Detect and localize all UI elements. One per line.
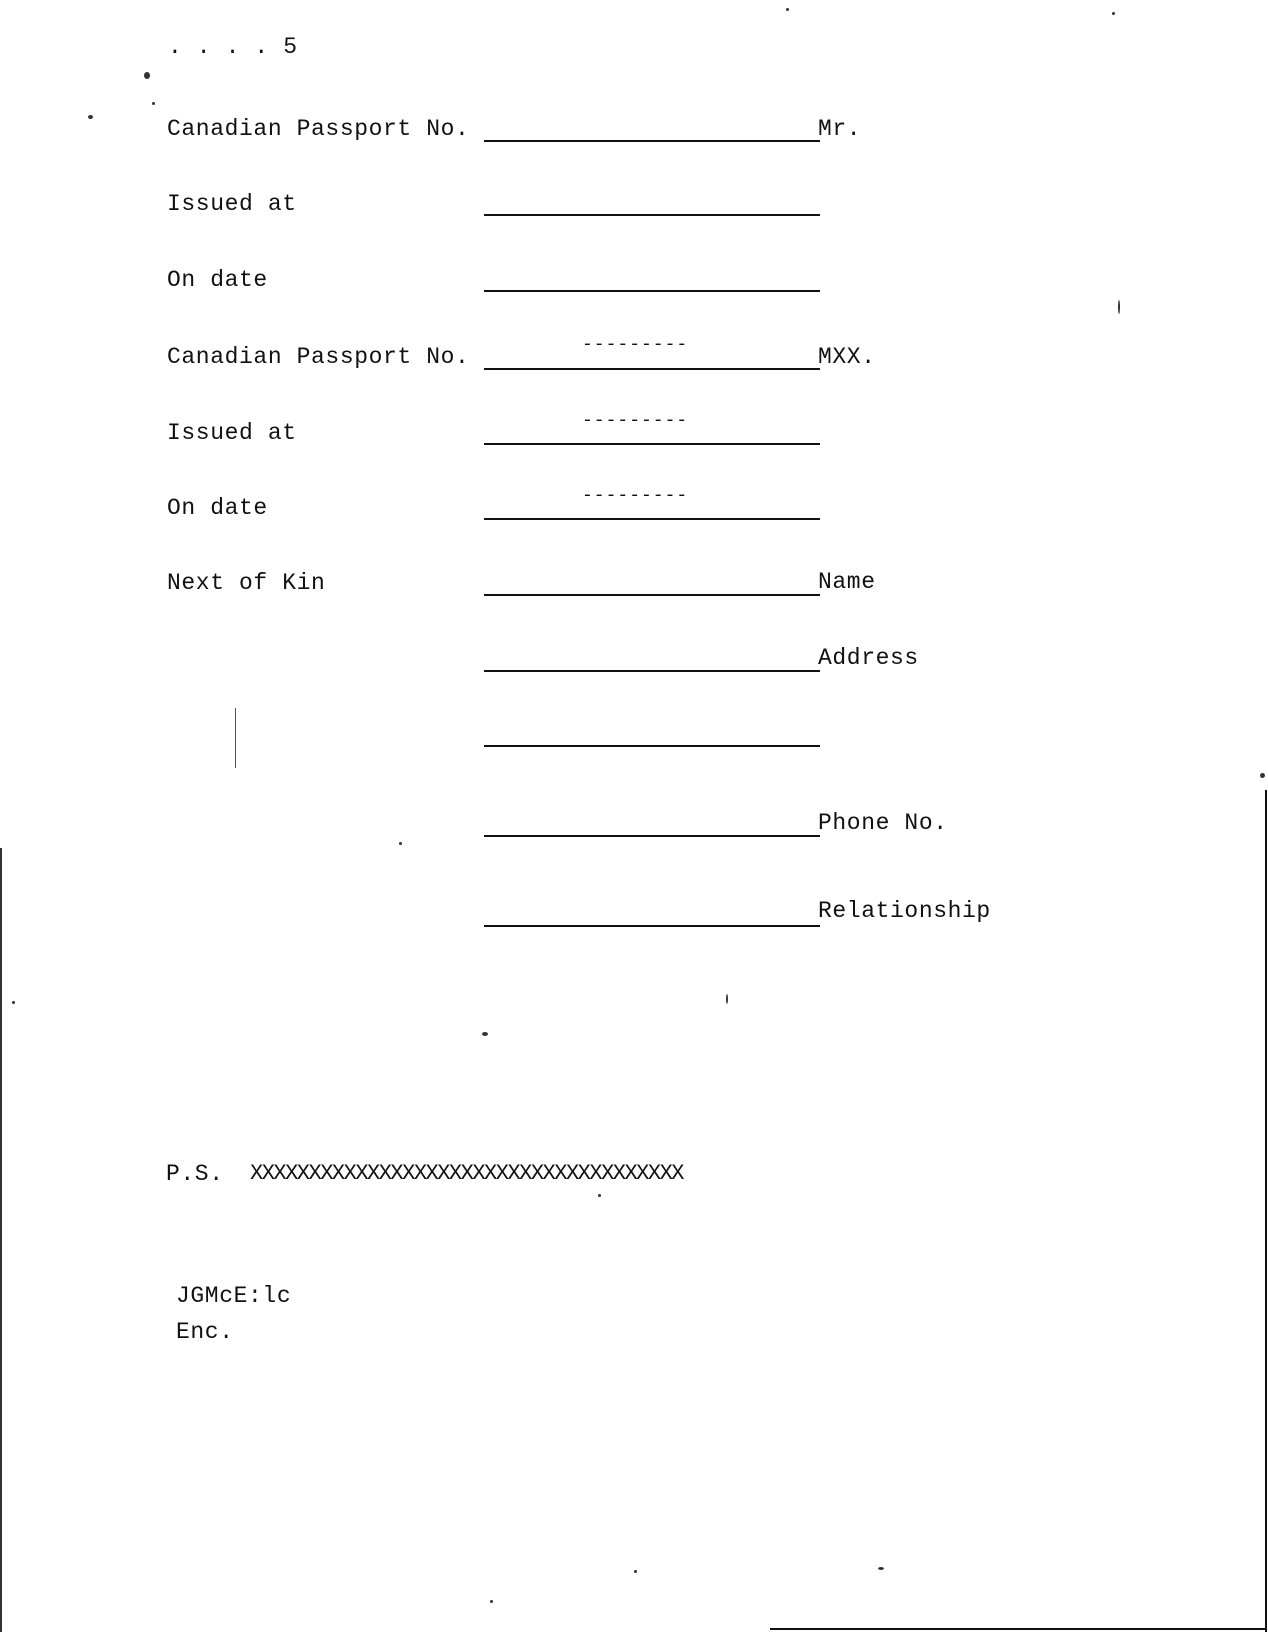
passport-2-issued-at-label: Issued at	[167, 420, 297, 446]
passport-1-title: Mr.	[818, 116, 862, 142]
next-of-kin-relationship-line	[484, 925, 820, 927]
scan-speck	[786, 8, 789, 11]
next-of-kin-phone-label: Phone No.	[818, 810, 948, 836]
scan-speck	[12, 1001, 15, 1004]
passport-2-number-dashes: ---------	[582, 335, 689, 355]
next-of-kin-name-line	[484, 594, 820, 596]
passport-1-on-date-line	[484, 290, 820, 292]
next-of-kin-name-label: Name	[818, 569, 876, 595]
next-of-kin-phone-line	[484, 835, 820, 837]
scan-speck	[88, 115, 93, 119]
passport-2-number-line	[484, 368, 820, 370]
passport-2-on-date-line	[484, 518, 820, 520]
passport-2-issued-at-line	[484, 443, 820, 445]
next-of-kin-address-line	[484, 670, 820, 672]
passport-1-label: Canadian Passport No.	[167, 116, 470, 142]
scan-speck	[152, 102, 155, 105]
scan-border-left	[0, 848, 2, 1632]
scan-speck	[1260, 773, 1265, 778]
scan-speck	[399, 842, 402, 845]
passport-1-number-line	[484, 140, 820, 142]
scan-speck	[482, 1032, 488, 1036]
postscript-label: P.S.	[166, 1161, 224, 1187]
passport-2-on-date-label: On date	[167, 495, 268, 521]
scan-mark-vertical	[235, 708, 236, 768]
passport-1-issued-at-label: Issued at	[167, 191, 297, 217]
passport-2-label: Canadian Passport No.	[167, 344, 470, 370]
passport-1-issued-at-line	[484, 214, 820, 216]
passport-2-issued-at-dashes: ---------	[582, 411, 689, 431]
scan-speck	[1112, 12, 1115, 15]
passport-1-on-date-label: On date	[167, 267, 268, 293]
scan-speck	[144, 72, 150, 79]
scan-speck	[598, 1194, 601, 1197]
scan-speck	[1118, 300, 1120, 314]
reference-initials: JGMcE:lc	[176, 1283, 292, 1309]
next-of-kin-label: Next of Kin	[167, 570, 326, 596]
page-number-marker: . . . . 5	[168, 34, 298, 60]
scan-speck	[490, 1600, 493, 1603]
enclosure-note: Enc.	[176, 1319, 234, 1345]
scan-border-right	[1265, 790, 1267, 1632]
scan-speck	[878, 1567, 884, 1570]
passport-2-on-date-dashes: ---------	[582, 486, 689, 506]
scan-speck	[634, 1570, 637, 1573]
scan-border-bottom	[770, 1628, 1267, 1630]
passport-2-title: MXX.	[818, 344, 876, 370]
next-of-kin-relationship-label: Relationship	[818, 898, 991, 924]
next-of-kin-address-label: Address	[818, 645, 919, 671]
scan-speck	[726, 994, 728, 1004]
postscript-struck-text: XXXXXXXXXXXXXXXXXXXXXXXXXXXXXXXXXXXXX	[250, 1161, 683, 1186]
next-of-kin-address-line-2	[484, 745, 820, 747]
